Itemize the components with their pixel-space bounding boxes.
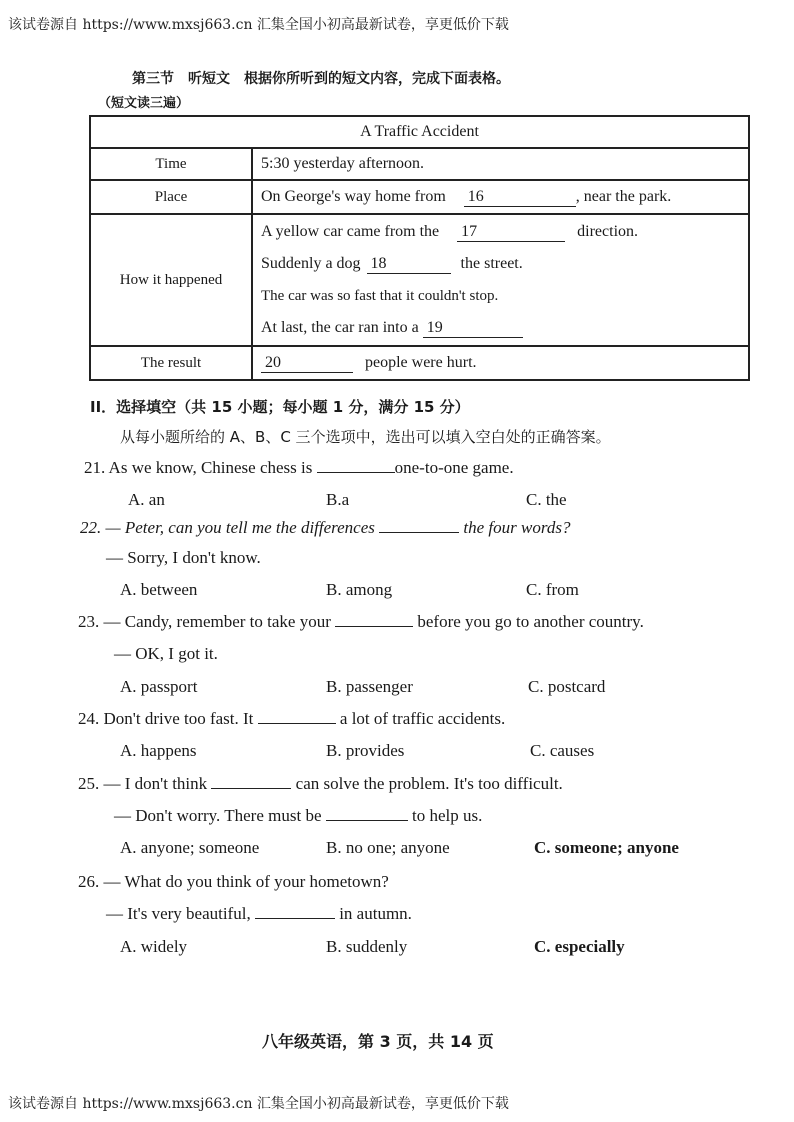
q21-blank[interactable] bbox=[317, 458, 395, 473]
q26-line2-pre: — It's very beautiful, bbox=[106, 904, 251, 923]
q24-stem bbox=[78, 709, 505, 729]
how2-pre: Suddenly a dog bbox=[261, 255, 361, 272]
section3-note: （短文读三遍） bbox=[98, 96, 190, 111]
part2-instruction: 从每小题所给的 A、B、C 三个选项中，选出可以填入空白处的正确答案。 bbox=[120, 428, 611, 446]
q24-pre: 24. Don't drive too fast. It bbox=[78, 709, 254, 728]
source-banner-bottom: 该试卷源自 https://www.mxsj663.cn 汇集全国小初高最新试卷，享更低价下载 bbox=[8, 1096, 509, 1112]
how-cell bbox=[252, 214, 749, 346]
section3-title: 第三节 听短文 根据你所听到的短文内容，完成下面表格。 bbox=[132, 71, 510, 87]
q24-option-b[interactable]: B. provides bbox=[326, 741, 405, 760]
q26-line2-post: in autumn. bbox=[339, 904, 412, 923]
place-cell bbox=[252, 180, 749, 214]
table-title: A Traffic Accident bbox=[90, 116, 749, 148]
q22-blank[interactable] bbox=[379, 518, 459, 533]
q25-line2-post: to help us. bbox=[412, 806, 483, 825]
q23-option-c[interactable]: C. postcard bbox=[528, 677, 606, 696]
how4-pre: At last, the car ran into a bbox=[261, 319, 419, 336]
q25-blank-2[interactable] bbox=[326, 806, 408, 821]
result-label: The result bbox=[90, 346, 252, 380]
q26-option-a[interactable]: A. widely bbox=[120, 937, 188, 956]
q26-line2 bbox=[106, 904, 412, 924]
q26-blank[interactable] bbox=[255, 904, 335, 919]
q23-blank[interactable] bbox=[335, 612, 413, 627]
q21-post: one-to-one game. bbox=[394, 458, 514, 477]
q21-pre: 21. As we know, Chinese chess is bbox=[84, 458, 313, 477]
q21-option-b[interactable]: B.a bbox=[326, 490, 350, 509]
q23-pre: 23. — Candy, remember to take your bbox=[78, 612, 331, 631]
blank-17[interactable]: 17 bbox=[457, 223, 565, 242]
q25-pre: 25. — I don't think bbox=[78, 774, 208, 793]
q24-option-a[interactable]: A. happens bbox=[120, 741, 197, 760]
how1-pre: A yellow car came from the bbox=[261, 223, 440, 240]
q23-option-a[interactable]: A. passport bbox=[120, 677, 198, 696]
blank-16[interactable]: 16 bbox=[464, 188, 576, 207]
how1-post: direction. bbox=[577, 223, 639, 240]
place-label: Place bbox=[90, 180, 252, 214]
q25-stem bbox=[78, 774, 563, 794]
q22-option-a[interactable]: A. between bbox=[120, 580, 198, 599]
q22-post: the four words? bbox=[463, 518, 571, 537]
q23-stem bbox=[78, 612, 644, 632]
q23-option-b[interactable]: B. passenger bbox=[326, 677, 413, 696]
q26-stem: 26. — What do you think of your hometown? bbox=[78, 872, 389, 891]
result-post: people were hurt. bbox=[365, 353, 477, 371]
place-text-post: , near the park. bbox=[575, 187, 672, 205]
q25-option-b[interactable]: B. no one; anyone bbox=[326, 838, 450, 857]
blank-19[interactable]: 19 bbox=[423, 319, 523, 338]
q22-option-b[interactable]: B. among bbox=[326, 580, 393, 599]
q25-blank-1[interactable] bbox=[211, 774, 291, 789]
q24-blank[interactable] bbox=[258, 709, 336, 724]
q23-post: before you go to another country. bbox=[417, 612, 644, 631]
blank-18[interactable]: 18 bbox=[367, 255, 451, 274]
q21-stem bbox=[84, 458, 514, 478]
q22-line2: — Sorry, I don't know. bbox=[106, 548, 261, 567]
how-label: How it happened bbox=[90, 214, 252, 346]
time-label: Time bbox=[90, 148, 252, 180]
q22-pre: 22. — Peter, can you tell me the differences bbox=[80, 518, 375, 537]
blank-20[interactable]: 20 bbox=[261, 354, 353, 373]
q21-option-a[interactable]: A. an bbox=[128, 490, 165, 509]
time-value: 5:30 yesterday afternoon. bbox=[252, 148, 749, 180]
q23-line2: — OK, I got it. bbox=[114, 644, 218, 663]
how2-post: the street. bbox=[460, 255, 523, 272]
q24-option-c[interactable]: C. causes bbox=[530, 741, 595, 760]
how3-text: The car was so fast that it couldn't stop. bbox=[261, 288, 499, 304]
q22-stem bbox=[80, 518, 570, 538]
q25-option-c[interactable]: C. someone; anyone bbox=[534, 838, 679, 857]
place-text-pre: On George's way home from bbox=[261, 187, 446, 205]
source-banner-top: 该试卷源自 https://www.mxsj663.cn 汇集全国小初高最新试卷，享更低价下载 bbox=[8, 17, 509, 33]
q25-line2-pre: — Don't worry. There must be bbox=[114, 806, 322, 825]
traffic-accident-table bbox=[89, 115, 750, 381]
q21-option-c[interactable]: C. the bbox=[526, 490, 567, 509]
page-footer: 八年级英语，第 3 页，共 14 页 bbox=[262, 1032, 494, 1051]
q25-line2 bbox=[114, 806, 482, 826]
q25-post: can solve the problem. It's too difficult. bbox=[295, 774, 563, 793]
q26-option-b[interactable]: B. suddenly bbox=[326, 937, 408, 956]
q26-option-c[interactable]: C. especially bbox=[534, 937, 625, 956]
q22-option-c[interactable]: C. from bbox=[526, 580, 579, 599]
result-cell bbox=[252, 346, 749, 380]
q25-option-a[interactable]: A. anyone; someone bbox=[120, 838, 260, 857]
q24-post: a lot of traffic accidents. bbox=[339, 709, 506, 728]
part2-title: II．选择填空（共 15 小题；每小题 1 分，满分 15 分） bbox=[90, 398, 470, 416]
